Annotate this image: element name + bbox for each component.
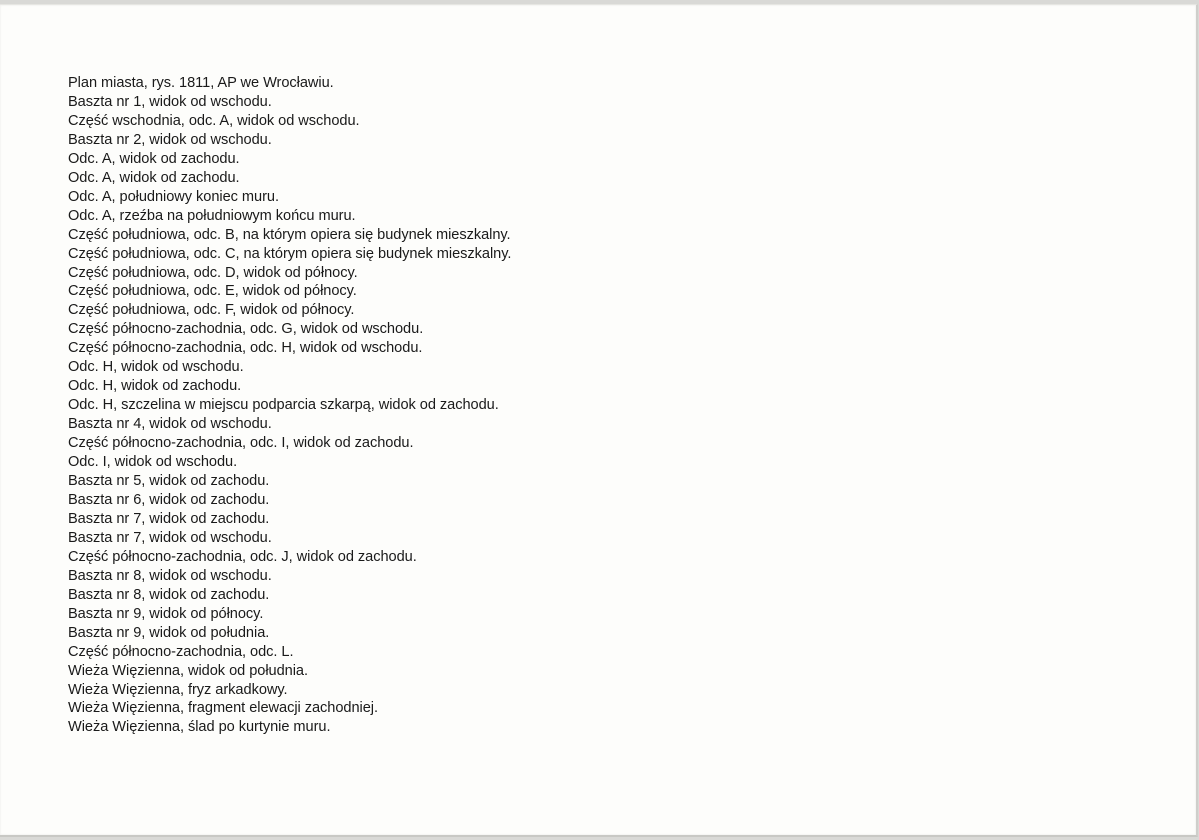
- caption-line: Wieża Więzienna, widok od południa.: [68, 662, 308, 679]
- caption-line: Wieża Więzienna, ślad po kurtynie muru.: [68, 719, 331, 736]
- caption-line: Wieża Więzienna, fryz arkadkowy.: [68, 681, 288, 698]
- caption-line: Odc. H, widok od wschodu.: [68, 359, 244, 376]
- caption-line: Baszta nr 9, widok od południa.: [68, 624, 270, 641]
- caption-line: Wieża Więzienna, fragment elewacji zachodniej.: [68, 700, 378, 717]
- caption-line: Baszta nr 6, widok od zachodu.: [68, 491, 270, 508]
- caption-line: Część południowa, odc. C, na którym opiera się budynek mieszkalny.: [68, 245, 512, 262]
- caption-line: Część północno-zachodnia, odc. L.: [68, 643, 294, 660]
- caption-line: Odc. A, południowy koniec muru.: [68, 188, 279, 205]
- caption-line: Część południowa, odc. B, na którym opiera się budynek mieszkalny.: [68, 226, 511, 243]
- caption-line: Odc. A, widok od zachodu.: [68, 150, 240, 167]
- caption-line: Baszta nr 7, widok od wschodu.: [68, 529, 272, 546]
- caption-line: Część północno-zachodnia, odc. I, widok od zachodu.: [68, 435, 414, 452]
- caption-line: Część południowa, odc. E, widok od północy.: [68, 283, 357, 300]
- caption-line: Baszta nr 9, widok od północy.: [68, 605, 264, 622]
- caption-line: Baszta nr 5, widok od zachodu.: [68, 473, 270, 490]
- caption-line: Baszta nr 8, widok od wschodu.: [68, 567, 272, 584]
- caption-list: [68, 74, 511, 737]
- caption-line: Część południowa, odc. F, widok od północy.: [68, 302, 355, 319]
- caption-line: Baszta nr 7, widok od zachodu.: [68, 510, 270, 527]
- caption-line: Część wschodnia, odc. A, widok od wschodu.: [68, 112, 360, 129]
- caption-line: Odc. H, szczelina w miejscu podparcia szkarpą, widok od zachodu.: [68, 397, 499, 414]
- caption-line: Odc. I, widok od wschodu.: [68, 454, 238, 471]
- caption-line: Odc. H, widok od zachodu.: [68, 378, 242, 395]
- caption-line: Część północno-zachodnia, odc. G, widok od wschodu.: [68, 321, 424, 338]
- caption-line: Część południowa, odc. D, widok od północy.: [68, 264, 358, 281]
- caption-line: Baszta nr 4, widok od wschodu.: [68, 416, 272, 433]
- caption-line: Plan miasta, rys. 1811, AP we Wrocławiu.: [68, 75, 334, 91]
- caption-line: Odc. A, rzeźba na południowym końcu muru.: [68, 207, 356, 224]
- caption-line: Odc. A, widok od zachodu.: [68, 169, 240, 186]
- caption-line: Baszta nr 2, widok od wschodu.: [68, 131, 272, 148]
- caption-line: Baszta nr 8, widok od zachodu.: [68, 586, 270, 603]
- caption-line: Część północno-zachodnia, odc. J, widok od zachodu.: [68, 548, 417, 565]
- document-page: [0, 4, 1198, 837]
- caption-line: Część północno-zachodnia, odc. H, widok od wschodu.: [68, 340, 423, 357]
- caption-line: Baszta nr 1, widok od wschodu.: [68, 93, 272, 110]
